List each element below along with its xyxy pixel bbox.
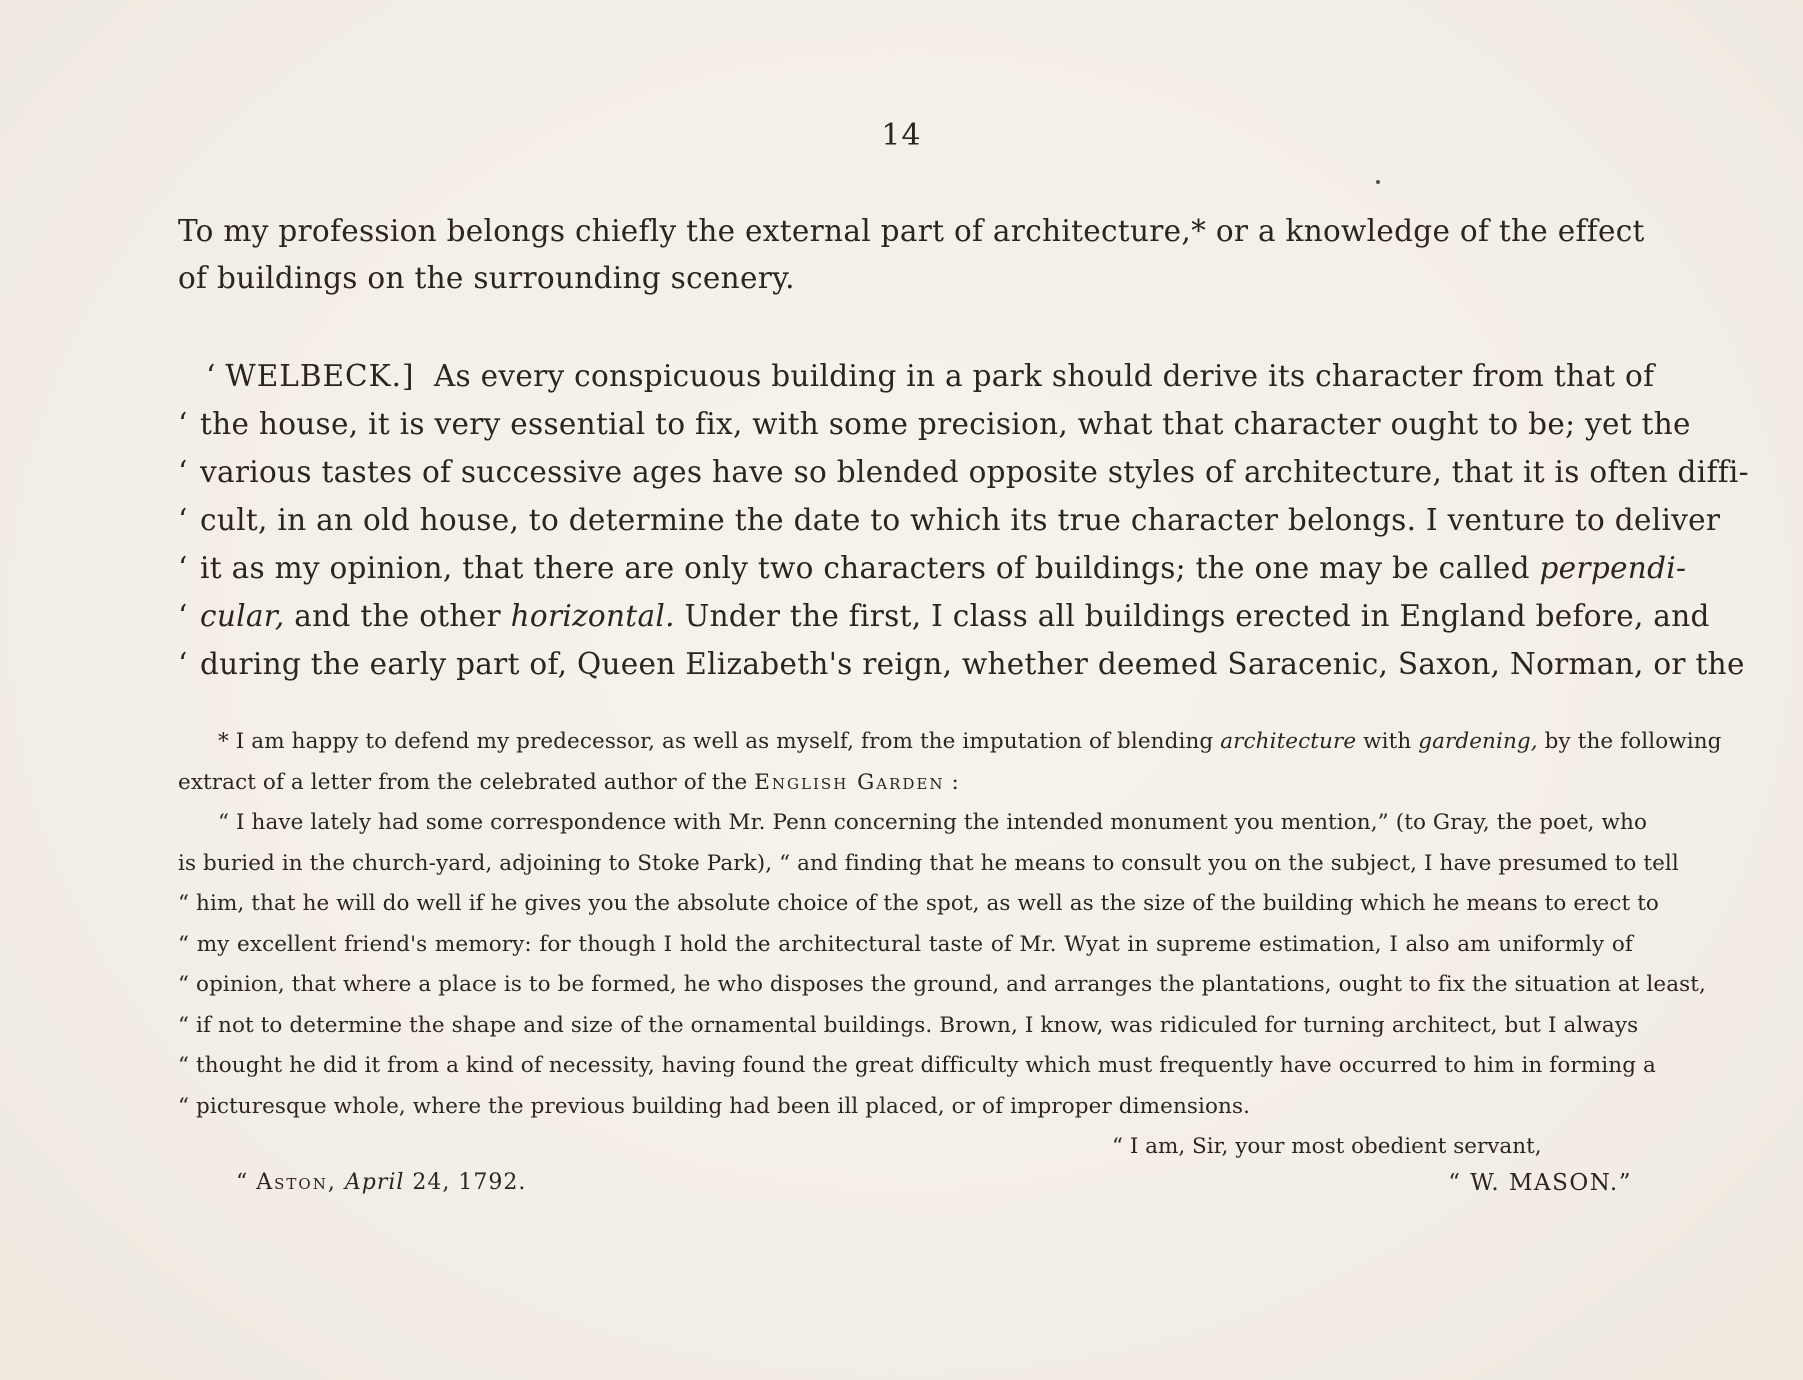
letter-line-7: “ thought he did it from a kind of necessity, having found the great difficulty which must frequently have occurred to him in forming a	[178, 1053, 1656, 1078]
quote-line-7	[178, 640, 1745, 688]
quote-mark: ‘	[178, 407, 188, 441]
quote-line-5-text: it as my opinion, that there are only two characters of buildings; the one may be called	[200, 551, 1530, 585]
dateline-date: 24, 1792.	[412, 1170, 527, 1195]
intro-line-1: To my profession belongs chiefly the external part of architecture,* or a knowledge of the effect	[178, 214, 1645, 248]
quote-mark: ‘	[178, 647, 188, 681]
letter-line-4: “ my excellent friend's memory: for though I hold the architectural taste of Mr. Wyat in supreme estimation, I also am uniformly of	[178, 931, 1633, 957]
quote-line-1	[178, 352, 1655, 400]
italic-perpendicular: perpendi-	[1539, 551, 1687, 585]
italic-cular: cular,	[200, 599, 285, 633]
letter-line-1: “ I have lately had some correspondence with Mr. Penn concerning the intended monument you mention,” (to Gray, the poet, who	[218, 810, 1648, 835]
quote-line-4	[178, 496, 1721, 544]
quote-mark: ‘	[206, 359, 216, 393]
intro-line-2: of buildings on the surrounding scenery.	[178, 261, 795, 295]
quote-mark: ‘	[178, 503, 188, 537]
letter-line-5: “ opinion, that where a place is to be formed, he who disposes the ground, and arranges the plantations, ought to fix the situation at least,	[178, 972, 1706, 997]
footnote-text-with: with	[1363, 729, 1412, 754]
quote-line-1-text: As every conspicuous building in a park should derive its character from that of	[433, 359, 1655, 393]
letter-signature: “ W. MASON.”	[1448, 1170, 1632, 1196]
letter-closing: “ I am, Sir, your most obedient servant,	[1112, 1134, 1542, 1159]
quote-mark: ‘	[178, 551, 188, 585]
footnote-text-e: by the following	[1544, 729, 1722, 754]
letter-line-2: is buried in the church-yard, adjoining to Stoke Park), “ and finding that he means to consult you on the subject, I have presumed to tell	[178, 850, 1679, 876]
quote-line-3-text: various tastes of successive ages have so blended opposite styles of architecture, that it is often diffi-	[200, 455, 1749, 489]
quote-mark: ‘	[178, 455, 188, 489]
intro-paragraph	[178, 208, 1645, 302]
welbeck-quotation	[178, 352, 1749, 688]
footnote-text-extract: extract of a letter from the celebrated author of the	[178, 769, 748, 795]
quote-mark: ‘	[178, 599, 188, 633]
quote-line-6-text-b: Under the first, I class all buildings erected in England before, and	[684, 599, 1710, 633]
italic-gardening: gardening,	[1418, 729, 1538, 754]
italic-horizontal: horizontal.	[510, 599, 675, 633]
dateline-quote: “	[236, 1170, 249, 1195]
letter-line-6: “ if not to determine the shape and size of the ornamental buildings. Brown, I know, was ridiculed for turning architect, but I always	[178, 1012, 1639, 1038]
footnote	[178, 722, 1722, 1127]
footnote-text-a: * I am happy to defend my predecessor, as well as myself, from the imputation of blending	[218, 729, 1214, 754]
footnote-colon: :	[951, 769, 959, 795]
quote-line-2-text: the house, it is very essential to fix, with some precision, what that character ought to be; yet the	[200, 407, 1691, 441]
quote-line-5	[178, 544, 1687, 592]
english-garden-title: English Garden	[754, 769, 945, 795]
letter-line-3: “ him, that he will do well if he gives you the absolute choice of the spot, as well as the size of the building which he means to erect to	[178, 891, 1659, 916]
quote-line-6-text-a: and the other	[294, 599, 501, 633]
quote-line-7-text: during the early part of, Queen Elizabeth's reign, whether deemed Saracenic, Saxon, Norman, or the	[200, 647, 1745, 681]
quote-line-3	[178, 448, 1749, 496]
italic-architecture: architecture	[1220, 729, 1357, 754]
letter-line-8: “ picturesque whole, where the previous building had been ill placed, or of improper dimensions.	[178, 1093, 1251, 1119]
letter-dateline	[236, 1170, 526, 1195]
ink-speck	[1376, 180, 1380, 184]
footnote-line-2	[178, 763, 1633, 804]
quote-line-4-text: cult, in an old house, to determine the date to which its true character belongs. I venture to deliver	[200, 503, 1721, 537]
dateline-place: Aston,	[256, 1170, 337, 1195]
quote-line-2	[178, 400, 1691, 448]
quote-heading: WELBECK.]	[225, 359, 415, 393]
page-number: 14	[881, 118, 922, 153]
quote-line-6	[178, 592, 1710, 640]
footnote-line-1	[178, 722, 1722, 763]
dateline-month: April	[344, 1170, 405, 1195]
